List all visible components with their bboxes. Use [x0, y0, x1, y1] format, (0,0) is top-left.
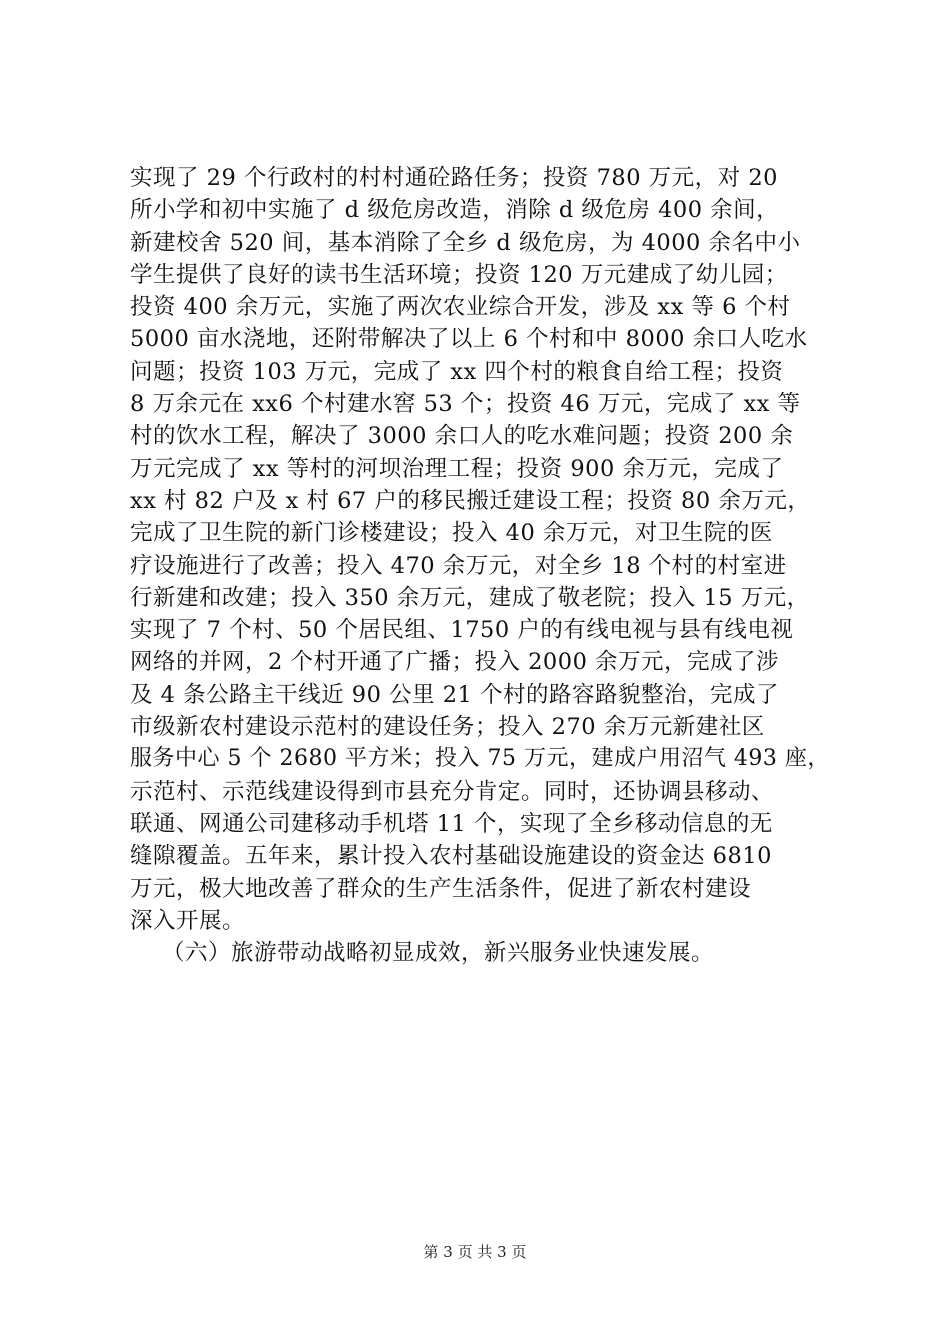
- text-line: 服务中心 5 个 2680 平方米；投入 75 万元，建成户用沼气 493 座，: [130, 746, 830, 772]
- text-line: 5000 亩水浇地，还附带解决了以上 6 个村和中 8000 余口人吃水: [130, 326, 808, 353]
- text-line: 新建校舍 520 间，基本消除了全乡 d 级危房，为 4000 余名中小: [130, 229, 801, 256]
- text-line: 所小学和初中实施了 d 级危房改造，消除 d 级危房 400 余间，: [130, 197, 780, 224]
- text-line: 投资 400 余万元，实施了两次农业综合开发，涉及 xx 等 6 个村: [130, 294, 791, 321]
- text-line: 缝隙覆盖。五年来，累计投入农村基础设施建设的资金达 6810: [130, 843, 772, 870]
- text-line: 实现了 7 个村、50 个居民组、1750 户的有线电视与县有线电视: [130, 617, 794, 644]
- text-line: 8 万余元在 xx6 个村建水窖 53 个；投资 46 万元，完成了 xx 等: [130, 391, 801, 418]
- text-line: 网络的并网，2 个村开通了广播；投入 2000 余万元，完成了涉: [130, 649, 780, 676]
- text-line: 示范村、示范线建设得到市县充分肯定。同时，还协调县移动、: [130, 778, 775, 805]
- text-line: 深入开展。: [130, 907, 246, 934]
- section-heading: （六）旅游带动战略初显成效，新兴服务业快速发展。: [162, 940, 715, 967]
- text-line: xx 村 82 户及 x 村 67 户的移民搬迁建设工程；投资 80 余万元，: [130, 487, 811, 514]
- text-line: 联通、网通公司建移动手机塔 11 个，实现了全乡移动信息的无: [130, 810, 773, 837]
- text-line: 问题；投资 103 万元，完成了 xx 四个村的粮食自给工程；投资: [130, 358, 784, 385]
- text-line: 学生提供了良好的读书生活环境；投资 120 万元建成了幼儿园；: [130, 261, 788, 288]
- text-line: 行新建和改建；投入 350 余万元，建成了敬老院；投入 15 万元，: [130, 584, 810, 611]
- text-line: 实现了 29 个行政村的村村通砼路任务；投资 780 万元，对 20: [130, 165, 778, 191]
- text-line: 万元，极大地改善了群众的生产生活条件，促进了新农村建设: [130, 875, 752, 902]
- text-line: 疗设施进行了改善；投入 470 余万元，对全乡 18 个村的村室进: [130, 552, 787, 579]
- text-line: 及 4 条公路主干线近 90 公里 21 个村的路容路貌整治，完成了: [130, 681, 779, 708]
- text-line: 完成了卫生院的新门诊楼建设；投入 40 余万元，对卫生院的医: [130, 520, 773, 547]
- text-line: 市级新农村建设示范村的建设任务；投入 270 余万元新建社区: [130, 714, 765, 741]
- page-footer: 第 3 页 共 3 页: [423, 1243, 527, 1261]
- text-line: 万元完成了 xx 等村的河坝治理工程；投资 900 余万元，完成了: [130, 455, 784, 482]
- text-line: 村的饮水工程，解决了 3000 余口人的吃水难问题；投资 200 余: [130, 423, 794, 450]
- body-text: [130, 162, 830, 969]
